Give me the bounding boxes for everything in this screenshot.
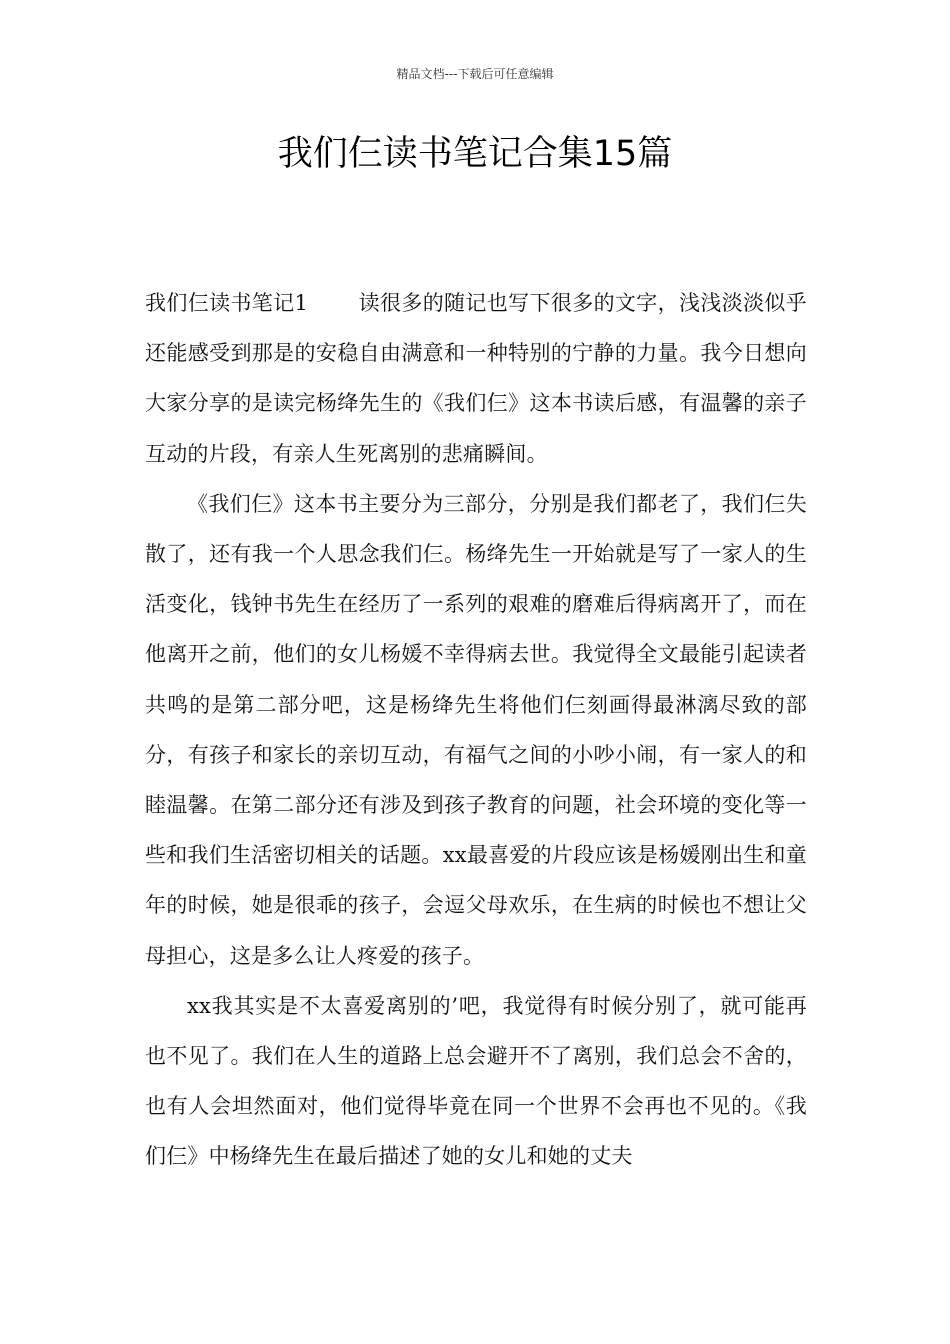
document-title: 我们仨读书笔记合集15篇	[277, 134, 673, 174]
document-body	[145, 278, 807, 1182]
header-note: 精品文档---下载后可任意编辑	[396, 67, 554, 81]
paragraph-3: xx我其实是不太喜爱离别的’吧，我觉得有时候分别了，就可能再也不见了。我们在人生的道路上总会避开不了离别，我们总会不舍的，也有人会坦然面对，他们觉得毕竟在同一个世界不会再也不见的。《我们仨》中杨绛先生在最后描述了她的女儿和她的丈夫	[145, 993, 807, 1169]
section-label: 我们仨读书笔记1	[145, 291, 309, 315]
paragraph-1-text: 读很多的随记也写下很多的文字，浅浅淡淡似乎还能感受到那是的安稳自由满意和一种特别的宁静的力量。我今日想向大家分享的是读完杨绛先生的《我们仨》这本书读后感，有温馨的亲子互动的片段，有亲人生死离别的悲痛瞬间。	[145, 291, 807, 466]
paragraph-2: 《我们仨》这本书主要分为三部分，分别是我们都老了，我们仨失散了，还有我一个人思念我们仨。杨绛先生一开始就是写了一家人的生活变化，钱钟书先生在经历了一系列的艰难的磨难后得病离开了，而在他离开之前，他们的女儿杨媛不幸得病去世。我觉得全文最能引起读者共鸣的是第二部分吧，这是杨绛先生将他们仨刻画得最淋漓尽致的部分，有孩子和家长的亲切互动，有福气之间的小吵小闹，有一家人的和睦温馨。在第二部分还有涉及到孩子教育的问题，社会环境的变化等一些和我们生活密切相关的话题。xx最喜爱的片段应该是杨媛刚出生和童年的时候，她是很乖的孩子，会逗父母欢乐，在生病的时候也不想让父母担心，这是多么让人疼爱的孩子。	[145, 491, 807, 968]
paragraph-1	[145, 278, 807, 479]
